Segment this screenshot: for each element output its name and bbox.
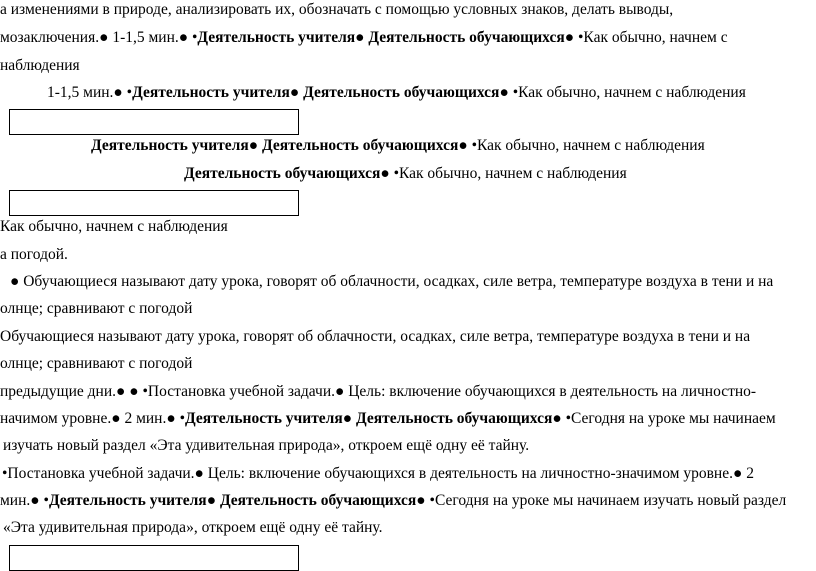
text-line-18: «Эта удивительная природа», откроем ещё одну её тайну. <box>3 519 383 536</box>
text-line-6: Деятельность обучающихся● •Как обычно, начнем с наблюдения <box>184 165 627 182</box>
text-line-11: Обучающиеся называют дату урока, говорят об облачности, осадках, силе ветра, температуре воздуха в тени и на <box>0 328 751 345</box>
text-line-5: Деятельность учителя● Деятельность обучающихся● •Как обычно, начнем с наблюдения <box>91 137 705 154</box>
blank-box-3 <box>9 545 299 571</box>
text-line-3: наблюдения <box>0 57 80 74</box>
text-line-7: Как обычно, начнем с наблюдения <box>0 218 228 235</box>
text-line-17: мин.● •Деятельность учителя● Деятельность обучающихся● •Сегодня на уроке мы начинаем изучать новый раздел <box>0 492 787 509</box>
text-line-2: мозаключения.● 1-1,5 мин.● •Деятельность учителя● Деятельность обучающихся● •Как обычно, начнем с <box>0 29 728 46</box>
text-line-1: а изменениями в природе, анализировать их, обозначать с помощью условных знаков, делать выводы, <box>0 1 674 18</box>
text-line-12: олнце; сравнивают с погодой <box>0 355 193 372</box>
text-line-10: олнце; сравнивают с погодой <box>0 300 193 317</box>
text-line-15: изучать новый раздел «Эта удивительная природа», откроем ещё одну её тайну. <box>3 437 530 454</box>
text-line-16: •Постановка учебной задачи.● Цель: включение обучающихся в деятельность на личностно-значимом уровне.● 2 <box>2 465 754 482</box>
text-line-13: предыдущие дни.● ● •Постановка учебной задачи.● Цель: включение обучающихся в деятельность на личностно- <box>0 383 757 400</box>
blank-box-1 <box>9 109 299 135</box>
text-line-9: ● Обучающиеся называют дату урока, говорят об облачности, осадках, силе ветра, температуре воздуха в тени и на <box>10 273 774 290</box>
text-line-14: начимом уровне.● 2 мин.● •Деятельность учителя● Деятельность обучающихся● •Сегодня на уроке мы начинаем <box>0 410 776 427</box>
blank-box-2 <box>9 190 299 216</box>
text-line-8: а погодой. <box>0 246 68 263</box>
text-line-4: 1-1,5 мин.● •Деятельность учителя● Деятельность обучающихся● •Как обычно, начнем с наблюдения <box>47 84 746 101</box>
